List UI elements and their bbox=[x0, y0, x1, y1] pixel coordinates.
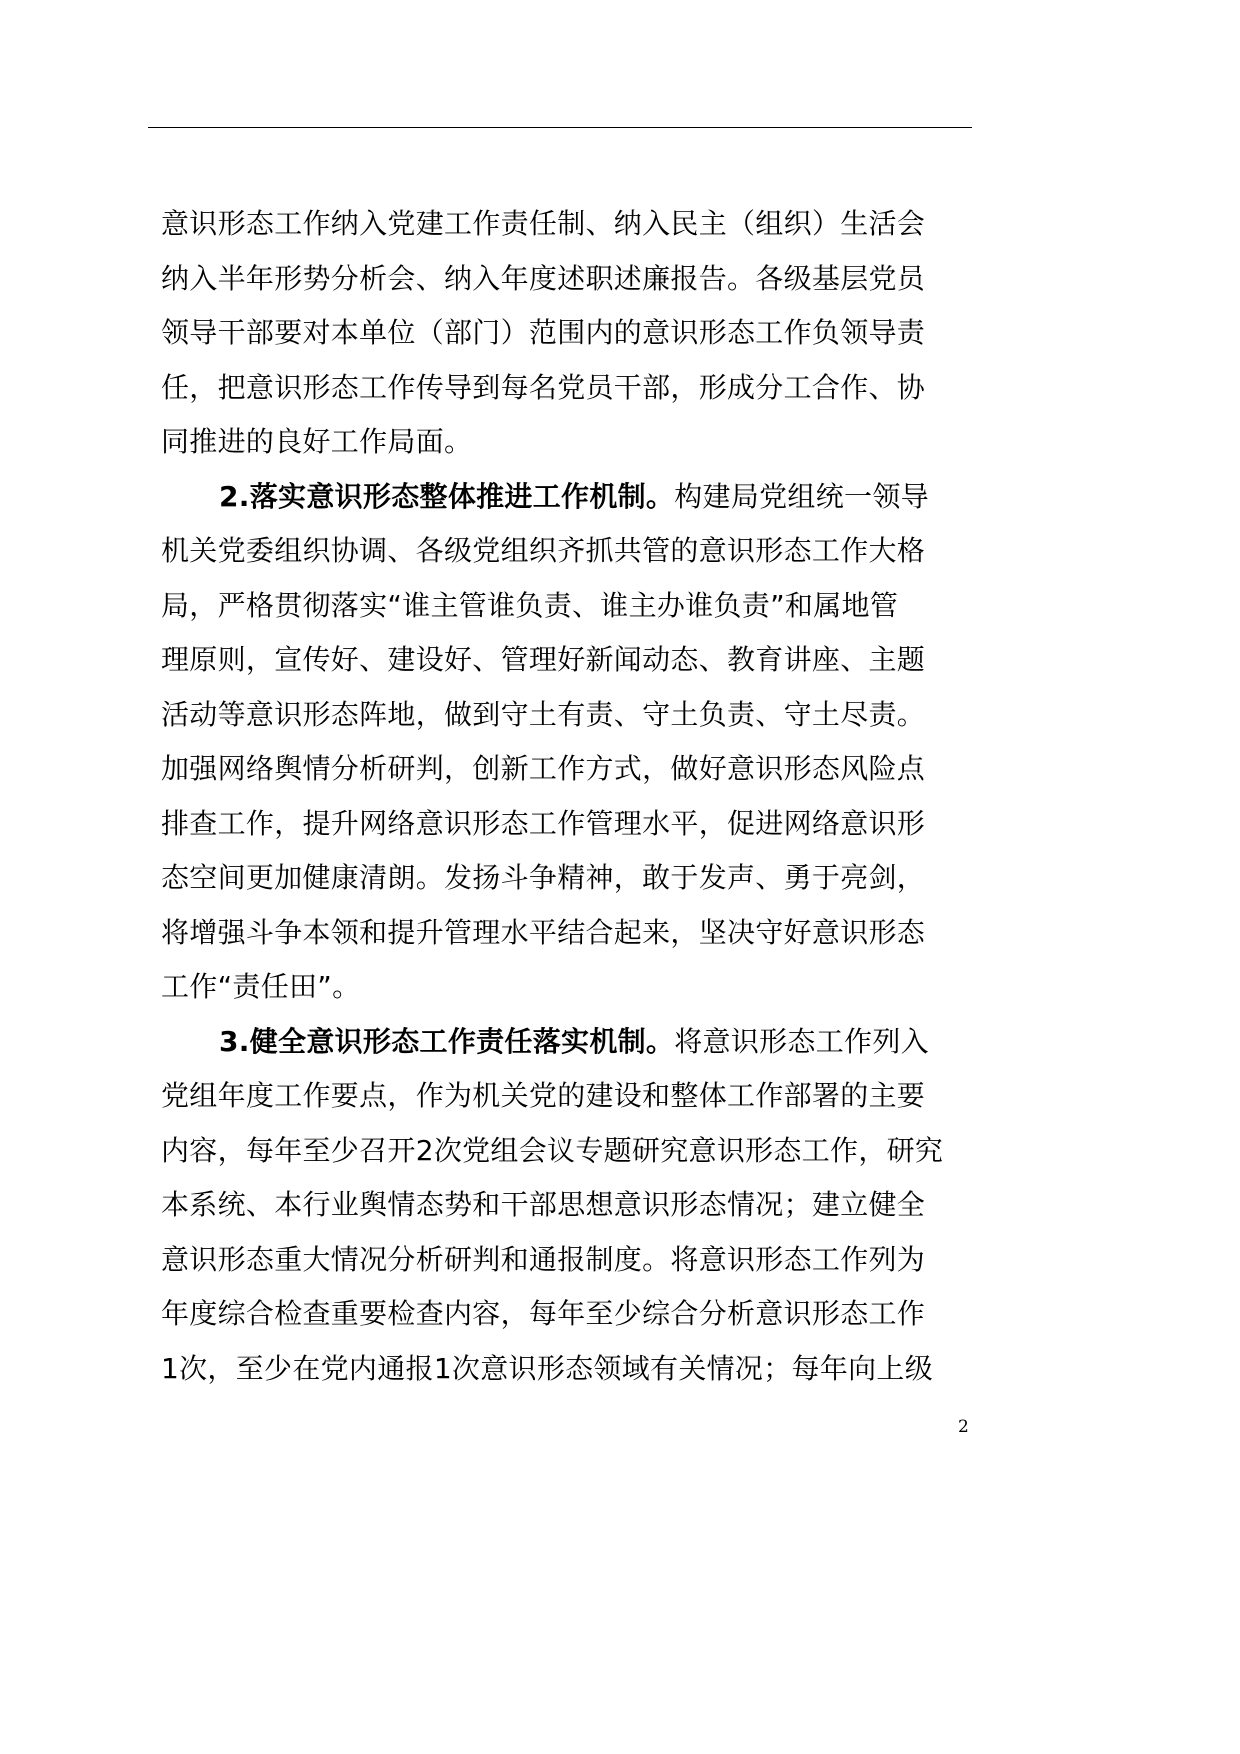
text-line: 将增强斗争本领和提升管理水平结合起来，坚决守好意识形态 bbox=[161, 915, 926, 949]
section-2-heading: 2.落实意识形态整体推进工作机制。 bbox=[219, 479, 675, 513]
text-line: 局，严格贯彻落实“谁主管谁负责、谁主办谁负责”和属地管 bbox=[161, 588, 899, 622]
text-line: 意识形态工作纳入党建工作责任制、纳入民主（组织）生活会 bbox=[161, 207, 926, 240]
page-number: 2 bbox=[958, 1417, 969, 1437]
text-line: 工作“责任田”。 bbox=[161, 970, 361, 1003]
text-line: 任，把意识形态工作传导到每名党员干部，形成分工合作、协 bbox=[161, 370, 926, 404]
text-line: 意识形态重大情况分析研判和通报制度。将意识形态工作列为 bbox=[161, 1242, 926, 1276]
text-line: 活动等意识形态阵地，做到守土有责、守土负责、守土尽责。 bbox=[161, 697, 926, 731]
text-line: 年度综合检查重要检查内容，每年至少综合分析意识形态工作 bbox=[161, 1297, 926, 1330]
section-3-heading: 3.健全意识形态工作责任落实机制。 bbox=[219, 1024, 675, 1058]
text-line: 本系统、本行业舆情态势和干部思想意识形态情况；建立健全 bbox=[161, 1188, 926, 1221]
text-line: 态空间更加健康清朗。发扬斗争精神，敢于发声、勇于亮剑， bbox=[161, 861, 926, 894]
text-line: 内容，每年至少召开2次党组会议专题研究意识形态工作，研究 bbox=[161, 1133, 944, 1167]
section-3-first-line-text: 将意识形态工作列入 bbox=[674, 1024, 929, 1058]
text-line: 领导干部要对本单位（部门）范围内的意识形态工作负领导责 bbox=[161, 316, 926, 349]
document-body bbox=[161, 197, 983, 1396]
text-line: 机关党委组织协调、各级党组织齐抓共管的意识形态工作大格 bbox=[161, 534, 926, 567]
text-line: 加强网络舆情分析研判，创新工作方式，做好意识形态风险点 bbox=[161, 752, 926, 785]
section-3-first-line bbox=[161, 1015, 983, 1070]
text-line: 纳入半年形势分析会、纳入年度述职述廉报告。各级基层党员 bbox=[161, 261, 926, 295]
text-line: 1次，至少在党内通报1次意识形态领域有关情况；每年向上级 bbox=[161, 1351, 934, 1385]
text-line: 党组年度工作要点，作为机关党的建设和整体工作部署的主要 bbox=[161, 1079, 926, 1112]
section-2-first-line-text: 构建局党组统一领导 bbox=[674, 479, 929, 513]
text-line: 排查工作，提升网络意识形态工作管理水平，促进网络意识形 bbox=[161, 806, 926, 840]
text-line: 理原则，宣传好、建设好、管理好新闻动态、教育讲座、主题 bbox=[161, 643, 926, 676]
header-rule bbox=[148, 127, 972, 128]
text-line: 同推进的良好工作局面。 bbox=[161, 425, 473, 458]
section-2-first-line bbox=[161, 470, 983, 525]
